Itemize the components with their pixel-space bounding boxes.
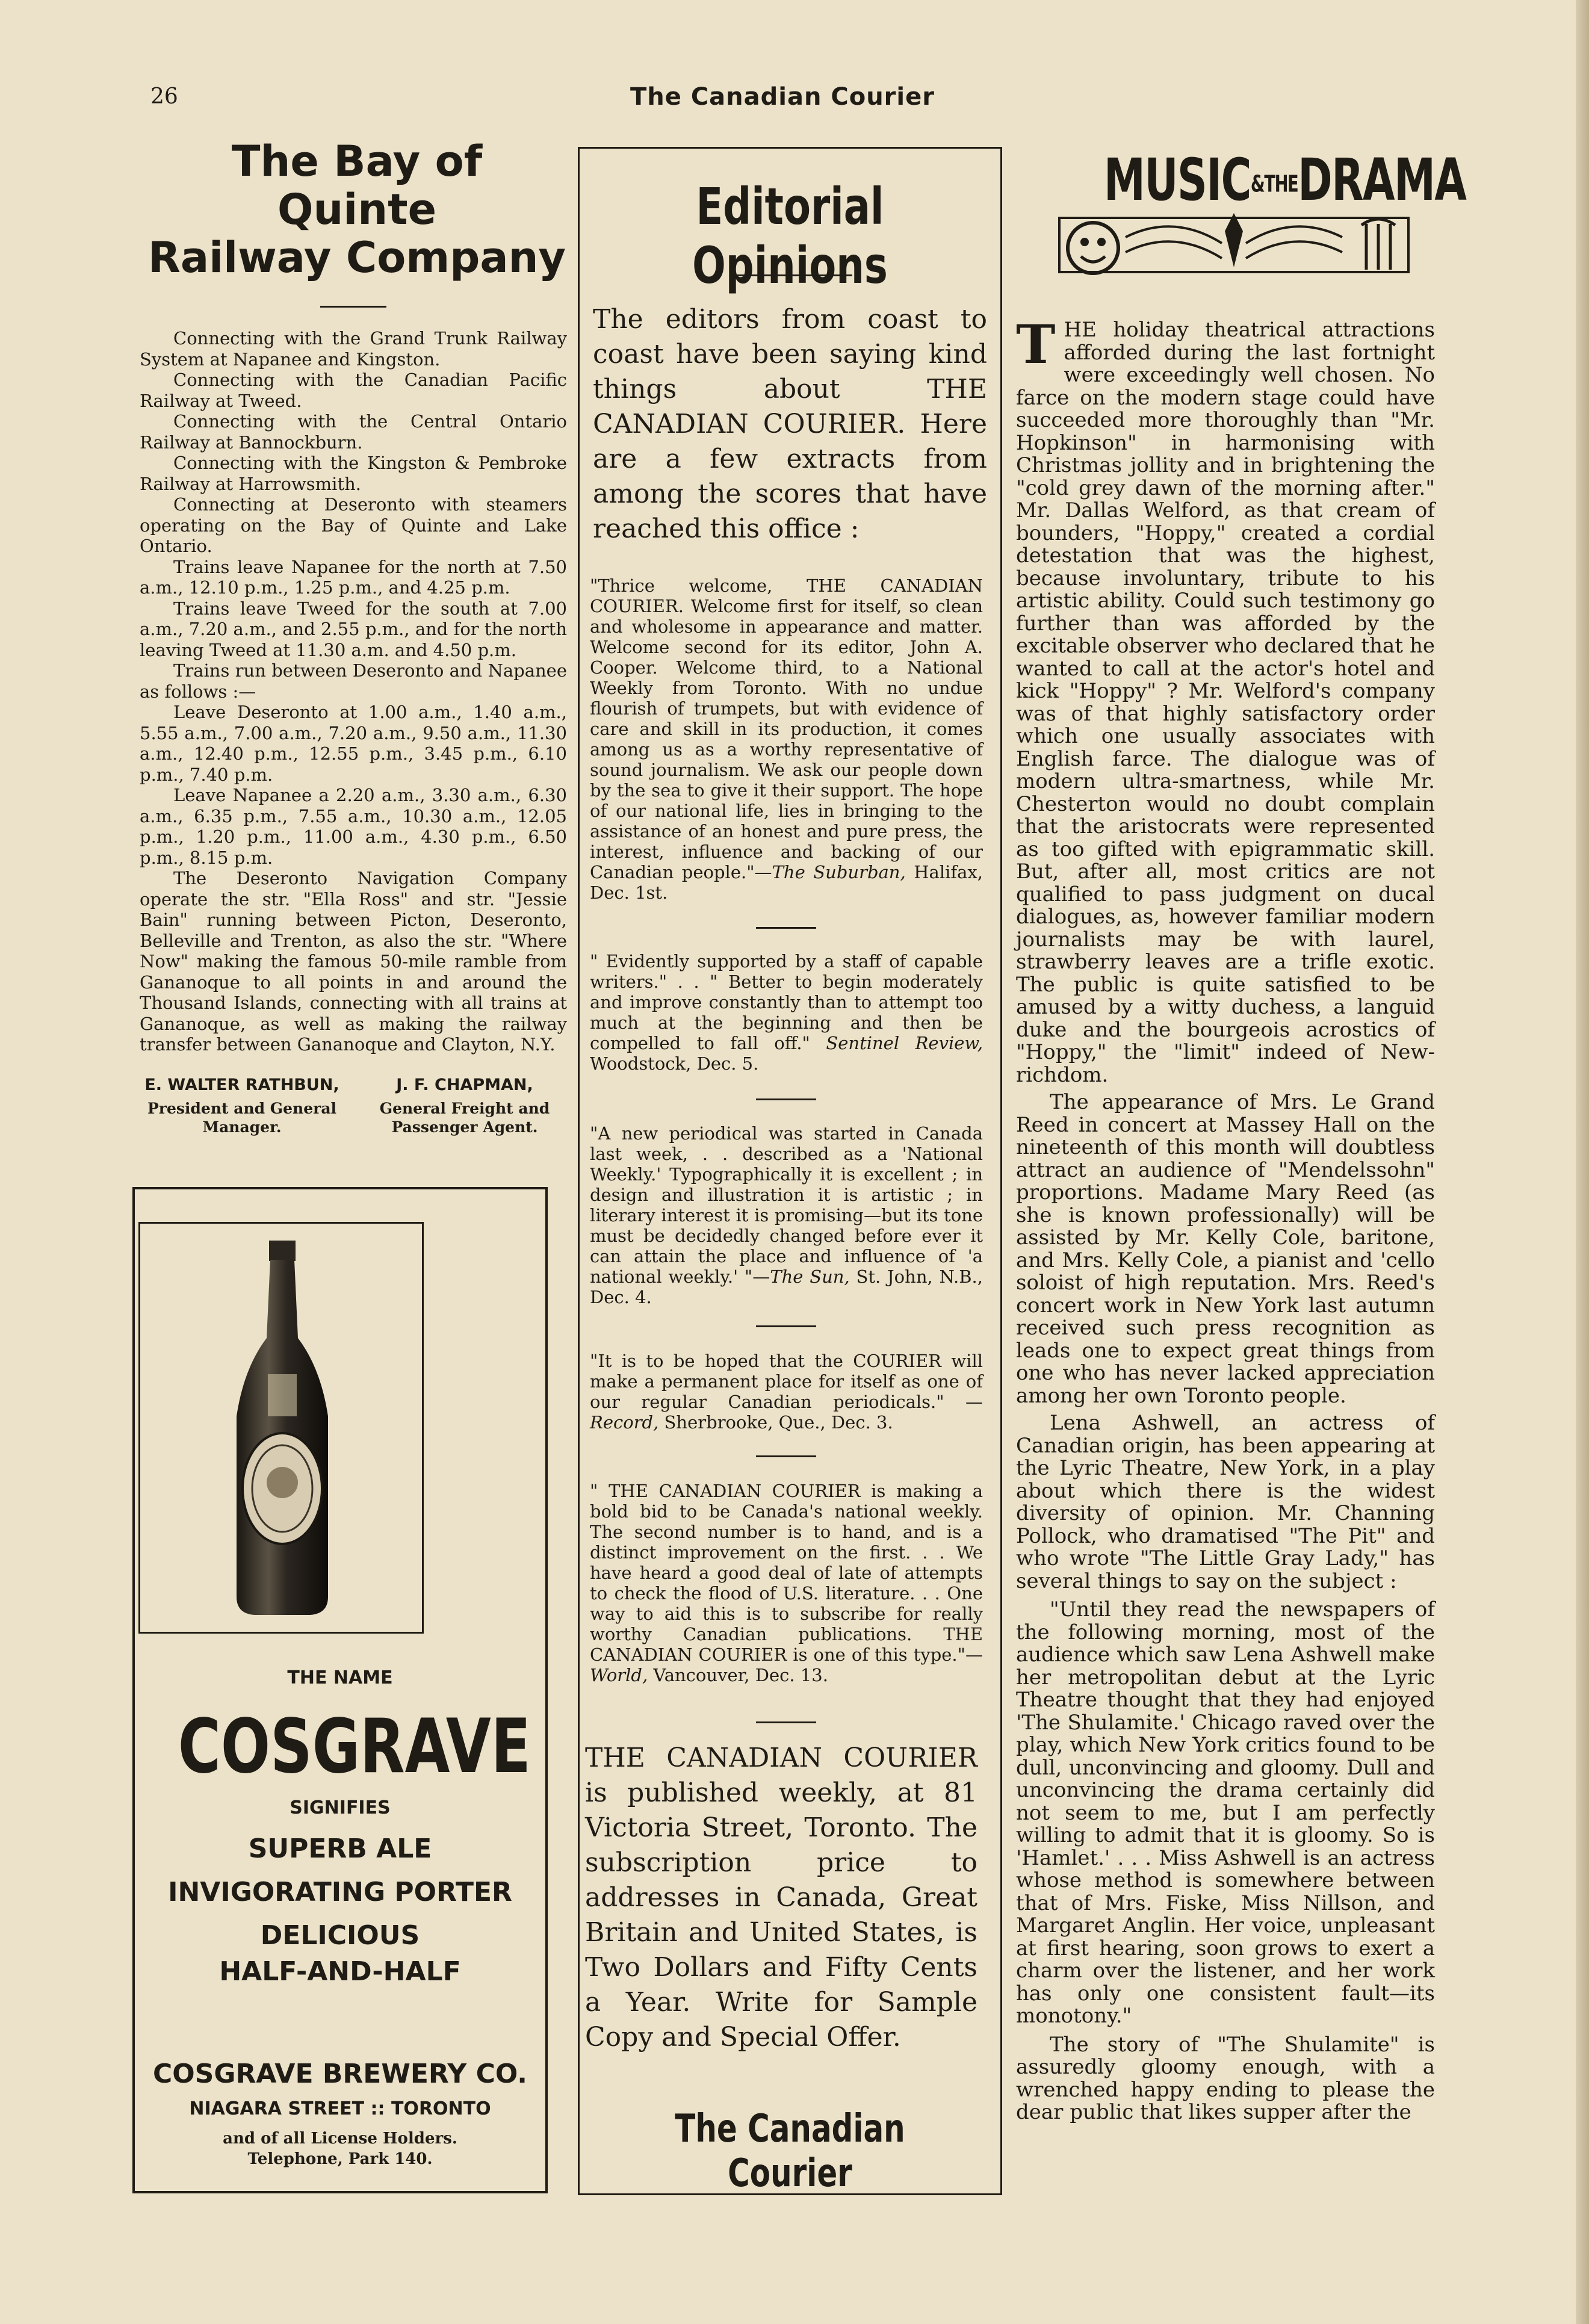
quote-place: Halifax, Dec. 1st. — [590, 862, 983, 903]
quote-separator — [756, 1455, 816, 1457]
bay-of-quinte-section — [140, 137, 567, 1136]
editorial-intro-text: The editors from coast to coast have been saying kind things about THE CANADIAN COURIER. Here are a few extracts from among the scores that have reached this office : — [593, 304, 987, 544]
quote-separator — [756, 1325, 816, 1327]
signatory-1-role: President and General Manager. — [147, 1099, 337, 1136]
quote-source: The Suburban, — [772, 862, 906, 882]
music-paragraph-3: Lena Ashwell, an actress of Canadian origin, has been appearing at the Lyric Theatre, New York, in a play about which there is the widest diversity of opinion. Mr. Channing Pollock, who dramatised "The Pit" and who wrote "The Little Gray Lady," has several things to say on the subject : — [1016, 1411, 1435, 1593]
quote-place: Woodstock, Dec. 5. — [590, 1053, 759, 1074]
railway-paragraph: Trains run between Deseronto and Napanee as follows :— — [140, 660, 567, 702]
signatory-2 — [362, 1076, 567, 1136]
ad-signifies: SIGNIFIES — [290, 1797, 391, 1818]
ad-product: HALF-AND-HALF — [219, 1956, 461, 1987]
ad-company: COSGRAVE BREWERY CO. — [152, 2059, 528, 2089]
editorial-quote-2 — [590, 951, 983, 1074]
ad-brand: COSGRAVE — [178, 1703, 531, 1790]
ad-product: INVIGORATING PORTER — [168, 1877, 512, 1907]
signatory-1 — [140, 1076, 344, 1136]
page-binding-edge — [1576, 0, 1589, 2324]
railway-paragraph: Connecting with the Canadian Pacific Railway at Tweed. — [140, 370, 567, 411]
page-number: 26 — [150, 84, 178, 109]
publication-header: The Canadian Courier — [630, 83, 935, 111]
quote-place: St. John, N.B., Dec. 4. — [590, 1266, 983, 1307]
editorial-rule — [734, 274, 852, 276]
music-drama-banner — [1053, 146, 1466, 306]
music-drama-article — [1016, 313, 1435, 2124]
ad-label: THE NAME — [287, 1667, 393, 1688]
railway-paragraph: The Deseronto Navigation Company operate the str. "Ella Ross" and str. "Jessie Bain" running between Picton, Deseronto, Belleville and Trenton, as also the str. "Where Now" making the famous 50-mile ramble from Gananoque to all points in and around the Thousand Islands, connecting with all trains at Gananoque, as well as making the railway transfer between Gananoque and Clayton, N.Y. — [140, 868, 567, 1055]
editorial-footer-masthead: The Canadian Courier — [675, 2107, 905, 2196]
ad-phone: Telephone, Park 140. — [247, 2150, 433, 2168]
quote-place: Vancouver, Dec. 13. — [648, 1665, 828, 1685]
bay-of-quinte-title-line2: Railway Company — [147, 233, 566, 282]
banner-drama: DRAMA — [1298, 146, 1466, 214]
ale-bottle-illustration — [140, 1224, 422, 1632]
ad-product: DELICIOUS — [260, 1920, 420, 1951]
signatory-2-name: J. F. CHAPMAN, — [396, 1075, 533, 1094]
railway-paragraph: Connecting with the Grand Trunk Railway System at Napanee and Kingston. — [140, 328, 567, 370]
editorial-quote-4 — [590, 1351, 983, 1433]
editorial-quote-1 — [590, 575, 983, 903]
drop-cap: T — [1016, 313, 1056, 376]
music-drama-title — [1104, 146, 1466, 217]
ad-licence: and of all License Holders. — [223, 2130, 457, 2148]
subscription-text: THE CANADIAN COURIER is published weekly, at 81 Victoria Street, Toronto. The subscription price to addresses in Canada, Great Britain and United States, is Two Dollars and Fifty Cents a Year. Write for Sample Copy and Special Offer. — [585, 1743, 977, 2053]
banner-and-the: &THE — [1250, 170, 1298, 197]
signatures — [140, 1076, 567, 1136]
quote-text: "It is to be hoped that the COURIER will make a permanent place for itself as one of our regular Canadian periodicals." — — [590, 1351, 983, 1412]
music-paragraph-5: The story of "The Shulamite" is assuredly gloomy enough, with a wrenched happy ending to please the dear public that likes supper after the — [1016, 2032, 1435, 2124]
editorial-quote-3 — [590, 1123, 983, 1307]
banner-music: MUSIC — [1104, 146, 1251, 214]
quote-text: " THE CANADIAN COURIER is making a bold bid to be Canada's national weekly. The second number is to hand, and is a distinct improvement on the first. . . We have heard a good deal of late of attempts to check the flood of U.S. literature. . . One way to aid this is to subscribe for really worthy Canadian publications. THE CANADIAN COURIER is one of this type."— — [590, 1481, 983, 1665]
quote-text: "Thrice welcome, THE CANADIAN COURIER. Welcome first for itself, so clean and wholesome in appearance and matter. Welcome second for its editor, John A. Cooper. Welcome third, to a National Weekly from Toronto. With no undue flourish of trumpets, but with evidence of care and skill in its production, it comes among us as a worthy representative of sound journalism. We ask our people down by the sea to give it their support. The hope of our national life, lies in bringing to the assistance of an honest and pure press, the interest, influence and backing of our Canadian people."— — [590, 575, 983, 882]
quote-place: Sherbrooke, Que., Dec. 3. — [658, 1412, 893, 1433]
quote-separator — [756, 1098, 816, 1100]
quote-source: Record, — [590, 1412, 659, 1433]
ad-product: SUPERB ALE — [248, 1833, 432, 1864]
quote-separator — [756, 927, 816, 929]
ad-address: NIAGARA STREET :: TORONTO — [189, 2098, 491, 2119]
music-paragraph-2: The appearance of Mrs. Le Grand Reed in concert at Massey Hall on the nineteenth of this month will doubtless attract an audience of "Mendelssohn" proportions. Madame Mary Reed (as she is known professionally) will be assisted by Mr. Kelly Cole, baritone, and Mrs. Kelly Cole, a pianist and 'cello soloist of high reputation. Mrs. Reed's concert work in New York last autumn received such press recognition as leads one to expect great things from one who has never lacked appreciation among her own Toronto people. — [1016, 1090, 1435, 1408]
editorial-quote-5 — [590, 1481, 983, 1685]
editorial-intro — [593, 302, 987, 547]
title-rule — [320, 306, 386, 308]
bay-of-quinte-title-line1: The Bay of Quinte — [231, 137, 483, 234]
quote-source: World, — [590, 1665, 648, 1685]
music-paragraph-4: "Until they read the newspapers of the following morning, most of the audience which saw Lena Ashwell make her metropolitan debut at the Lyric Theatre thought that they had enjoyed 'The Shulamite.' Chicago raved over the play, which New York critics found to be dull, unconvincing and gloomy. Dull and unconvincing the drama certainly did not seem to me, but I am perfectly willing to admit that it is gloomy. So is 'Hamlet.' . . . Miss Ashwell is an actress whose method is somewhere between that of Mrs. Fiske, Miss Nillson, and Margaret Anglin. Her voice, unpleasant at first hearing, soon grows to exert a charm over the listener, and her work has only one consistent fault—its monotony." — [1016, 1597, 1435, 2028]
railway-paragraph: Trains leave Napanee for the north at 7.50 a.m., 12.10 p.m., 1.25 p.m., and 4.25 p.m. — [140, 556, 567, 598]
railway-paragraph: Trains leave Tweed for the south at 7.00 a.m., 7.20 a.m., and 2.55 p.m., and for the north leaving Tweed at 11.30 a.m. and 4.50 p.m. — [140, 598, 567, 660]
subscription-notice — [585, 1741, 977, 2055]
bottle-illustration-frame — [138, 1222, 424, 1634]
railway-paragraph: Connecting with the Kingston & Pembroke Railway at Harrowsmith. — [140, 453, 567, 494]
railway-paragraph: Connecting at Deseronto with steamers operating on the Bay of Quinte and Lake Ontario. — [140, 494, 567, 556]
editorial-title: Editorial Opinions — [692, 177, 888, 295]
quote-text: "A new periodical was started in Canada last week, . . described as a 'National Weekly.' Typographically it is excellent ; in design and illustration it is artistic ; in literary interest it is promising—but its tone must be decidedly changed before ever it can attain the place and influence of 'a national weekly.' "— — [590, 1123, 983, 1287]
railway-paragraph: Leave Deseronto at 1.00 a.m., 1.40 a.m., 5.55 a.m., 7.00 a.m., 7.20 a.m., 9.50 a.m., 11.30 a.m., 12.40 p.m., 12.55 p.m., 3.45 p.m., 6.10 p.m., 7.40 p.m. — [140, 702, 567, 785]
music-paragraph-1-text: HE holiday theatrical attractions afforded during the last fortnight were exceedingly well chosen. No farce on the modern stage could have succeeded more thoroughly than "Mr. Hopkinson" in harmonising with Christmas jollity and in brightening the "cold grey dawn of the morning after." Mr. Dallas Welford, as that cream of bounders, "Hoppy," created a cordial detestation that was the highest, because involuntary, tribute to his artistic ability. Could such testimony go further than was afforded by the excitable observer who declared that he wanted to call at the actor's hotel and kick "Hoppy" ? Mr. Welford's company was of that highly satisfactory order which one usually associates with English farce. The dialogue was of modern ultra-smartness, while Mr. Chesterton would no doubt complain that the aristocrats were represented as too gifted with epigrammatic skill. But, after all, most critics are not qualified to pass judgment on ducal dialogues, as, however familiar modern journalists may be with laurel, strawberry leaves are a trifle exotic. The public is quite satisfied to be amused by a witty duchess, a languid duke and the bourgeois acrostics of "Hoppy," the "limit" indeed of New-richdom. — [1016, 318, 1435, 1087]
railway-paragraph: Leave Napanee a 2.20 a.m., 3.30 a.m., 6.30 a.m., 6.35 p.m., 7.55 a.m., 10.30 a.m., 12.05 p.m., 1.20 p.m., 11.00 a.m., 4.30 p.m., 6.50 p.m., 8.15 p.m. — [140, 785, 567, 868]
signatory-2-role: General Freight and Passenger Agent. — [379, 1099, 550, 1136]
quote-separator — [756, 1721, 816, 1723]
railway-paragraph: Connecting with the Central Ontario Railway at Bannockburn. — [140, 411, 567, 453]
quote-source: Sentinel Review, — [826, 1033, 983, 1053]
music-paragraph-1 — [1016, 313, 1435, 1087]
quote-text: " Evidently supported by a staff of capable writers." . . " Better to begin moderately and improve constantly than to attempt too much at the beginning and then be compelled to fall off." — [590, 951, 983, 1053]
quote-source: The Sun, — [770, 1266, 850, 1287]
signatory-1-name: E. WALTER RATHBUN, — [144, 1075, 339, 1094]
